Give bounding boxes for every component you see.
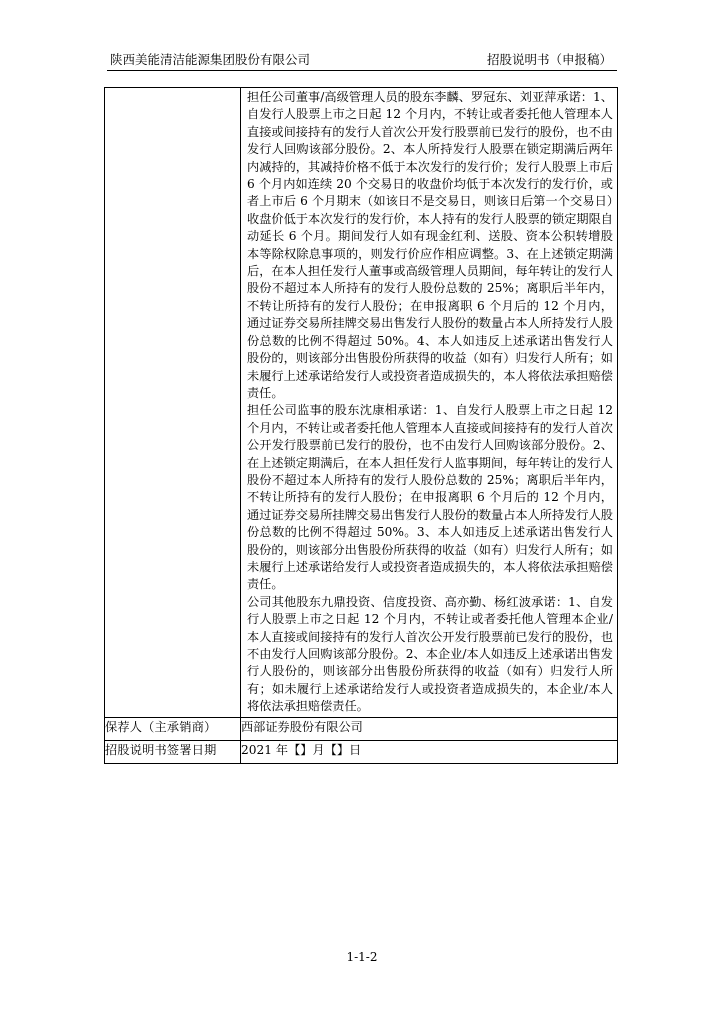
signing-date-value: 2021 年【】月【】日 — [241, 740, 618, 763]
page-number: 1-1-2 — [346, 950, 378, 964]
sponsor-value: 西部证券股份有限公司 — [241, 717, 618, 740]
company-name: 陕西美能清洁能源集团股份有限公司 — [110, 52, 311, 67]
signing-date-row — [105, 740, 618, 763]
document-title: 招股说明书（申报稿） — [486, 52, 612, 67]
commitment-other-shareholders: 公司其他股东九鼎投资、信度投资、高亦勤、杨红波承诺：1、自发行人股票上市之日起 12 个月内，不转让或者委托他人管理本企业/本人直接或间接持有的发行人首次公开发行股票前已发行的股份，也不由发行人回购该部分股份。2、本企业/本人如违反上述承诺出售发行人股份的，则该部分出售股份所获得的收益（如有）归发行人所有；如未履行上述承诺给发行人或投资者造成损失的，本企业/本人将依法承担赔偿责任。 — [247, 594, 613, 714]
page-header — [107, 44, 617, 71]
info-table — [104, 87, 618, 764]
commitment-supervisor: 担任公司监事的股东沈康相承诺：1、自发行人股票上市之日起 12 个月内，不转让或者委托他人管理本人直接或间接持有的发行人首次公开发行股票前已发行的股份，也不由发行人回购该部分股份。2、在上述锁定期满后，在本人担任发行人监事期间，每年转让的发行人股份不超过本人所持有的发行人股份总数的 25%；离职后半年内，不转让所持有的发行人股份；在申报离职 6 个月后的 12 个月内，通过证券交易所挂牌交易出售发行人股份的数量占本人所持发行人股份总数的比例不得超过 50%。3、本人如违反上述承诺出售发行人股份的，则该部分出售股份所获得的收益（如有）归发行人所有；如未履行上述承诺给发行人或投资者造成损失的，本人将依法承担赔偿责任。 — [247, 403, 613, 592]
sponsor-label: 保荐人（主承销商） — [105, 717, 241, 740]
commitment-content-cell — [241, 88, 618, 718]
commitment-row — [105, 88, 618, 718]
signing-date-label: 招股说明书签署日期 — [105, 740, 241, 763]
commitment-directors: 担任公司董事/高级管理人员的股东李麟、罗冠东、刘亚萍承诺：1、自发行人股票上市之日起 12 个月内，不转让或者委托他人管理本人直接或间接持有的发行人首次公开发行股票前已发行的股份，也不由发行人回购该部分股份。2、本人所持发行人股票在锁定期满后两年内减持的，其减持价格不低于本次发行的发行价；发行人股票上市后 6 个月内如连续 20 个交易日的收盘价均低于本次发行的发行价，或者上市后 6 个月期末（如该日不是交易日，则该日后第一个交易日）收盘价低于本次发行的发行价，本人持有的发行人股票的锁定期限自动延长 6 个月。期间发行人如有现金红利、送股、资本公积转增股本等除权除息事项的，则发行价应作相应调整。3、在上述锁定期满后，在本人担任发行人董事或高级管理人员期间，每年转让的发行人股份不超过本人所持有的发行人股份总数的 25%；离职后半年内，不转让所持有的发行人股份；在申报离职 6 个月后的 12 个月内，通过证券交易所挂牌交易出售发行人股份的数量占本人所持发行人股份总数的比例不得超过 50%。4、本人如违反上述承诺出售发行人股份的，则该部分出售股份所获得的收益（如有）归发行人所有；如未履行上述承诺给发行人或投资者造成损失的，本人将依法承担赔偿责任。 — [247, 90, 613, 400]
sponsor-row — [105, 717, 618, 740]
commitment-label-cell — [105, 88, 241, 718]
